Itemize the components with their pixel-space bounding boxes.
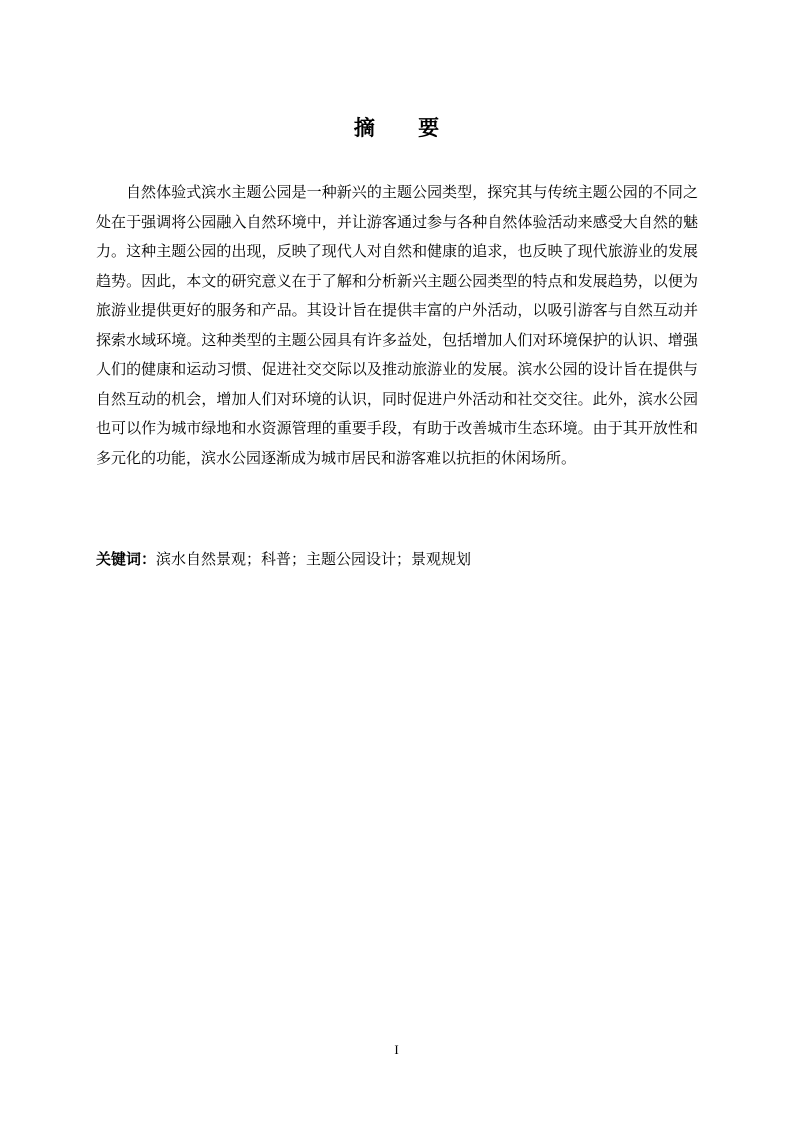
- page-title: 摘 要: [353, 115, 458, 140]
- abstract-paragraph: 自然体验式滨水主题公园是一种新兴的主题公园类型，探究其与传统主题公园的不同之处在于强调将公园融入自然环境中，并让游客通过参与各种自然体验活动来感受大自然的魅力。这种主题公园的出现，反映了现代人对自然和健康的追求，也反映了现代旅游业的发展趋势。因此，本文的研究意义在于了解和分析新兴主题公园类型的特点和发展趋势，以便为旅游业提供更好的服务和产品。其设计旨在提供丰富的户外活动，以吸引游客与自然互动并探索水域环境。这种类型的主题公园具有许多益处，包括增加人们对环境保护的认识、增强人们的健康和运动习惯、促进社交交际以及推动旅游业的发展。滨水公园的设计旨在提供与自然互动的机会，增加人们对环境的认识，同时促进户外活动和社交交往。此外，滨水公园也可以作为城市绿地和水资源管理的重要手段，有助于改善城市生态环境。由于其开放性和多元化的功能，滨水公园逐渐成为城市居民和游客难以抗拒的休闲场所。: [96, 183, 698, 467]
- keywords-label: 关键词：: [96, 550, 157, 568]
- page-number: I: [394, 1042, 399, 1057]
- keywords-line: [96, 545, 698, 574]
- keywords-text: 滨水自然景观；科普；主题公园设计；景观规划: [156, 550, 472, 568]
